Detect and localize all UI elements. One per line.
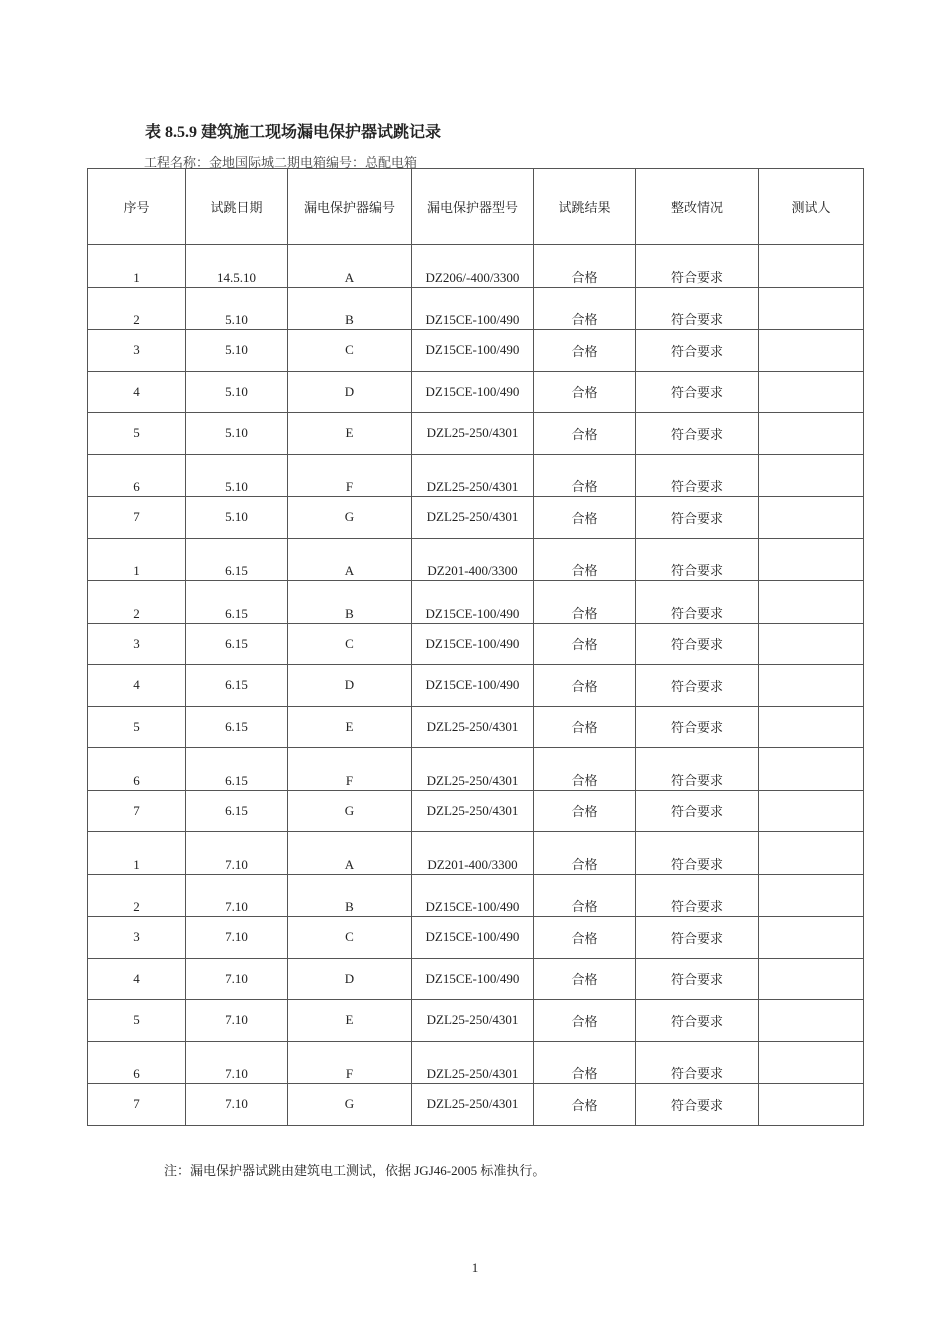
cell-breaker-model: DZL25-250/4301 (412, 413, 534, 455)
header-breaker-model: 漏电保护器型号 (412, 169, 534, 245)
cell-result: 合格 (534, 917, 636, 959)
cell-serial: 6 (88, 748, 186, 791)
cell-serial: 5 (88, 1000, 186, 1042)
cell-rectification: 符合要求 (636, 706, 759, 748)
cell-breaker-id: E (288, 706, 412, 748)
cell-tester (759, 413, 864, 455)
cell-breaker-id: B (288, 581, 412, 624)
cell-tester (759, 1084, 864, 1126)
cell-date: 7.10 (186, 874, 288, 917)
table-row (88, 371, 864, 413)
cell-serial: 7 (88, 1084, 186, 1126)
cell-serial: 7 (88, 790, 186, 832)
cell-serial: 4 (88, 665, 186, 707)
cell-breaker-model: DZL25-250/4301 (412, 454, 534, 497)
cell-date: 7.10 (186, 1041, 288, 1084)
cell-result: 合格 (534, 665, 636, 707)
table-row (88, 413, 864, 455)
cell-breaker-model: DZL25-250/4301 (412, 748, 534, 791)
cell-result: 合格 (534, 623, 636, 665)
cell-tester (759, 874, 864, 917)
cell-serial: 3 (88, 330, 186, 372)
cell-breaker-model: DZ15CE-100/490 (412, 917, 534, 959)
cell-result: 合格 (534, 497, 636, 539)
cell-breaker-model: DZ206/-400/3300 (412, 245, 534, 288)
table-row (88, 1084, 864, 1126)
cell-result: 合格 (534, 832, 636, 875)
cell-rectification: 符合要求 (636, 330, 759, 372)
header-date: 试跳日期 (186, 169, 288, 245)
cell-rectification: 符合要求 (636, 790, 759, 832)
cell-tester (759, 917, 864, 959)
cell-breaker-model: DZL25-250/4301 (412, 790, 534, 832)
cell-result: 合格 (534, 371, 636, 413)
cell-date: 6.15 (186, 665, 288, 707)
cell-breaker-id: C (288, 917, 412, 959)
cell-breaker-id: E (288, 413, 412, 455)
cell-serial: 4 (88, 958, 186, 1000)
header-rectification: 整改情况 (636, 169, 759, 245)
cell-date: 6.15 (186, 706, 288, 748)
cell-date: 5.10 (186, 371, 288, 413)
cell-rectification: 符合要求 (636, 874, 759, 917)
cell-tester (759, 665, 864, 707)
cell-breaker-id: A (288, 832, 412, 875)
cell-date: 6.15 (186, 790, 288, 832)
cell-serial: 3 (88, 623, 186, 665)
cell-result: 合格 (534, 245, 636, 288)
cell-result: 合格 (534, 538, 636, 581)
cell-tester (759, 581, 864, 624)
cell-breaker-model: DZL25-250/4301 (412, 1084, 534, 1126)
cell-rectification: 符合要求 (636, 581, 759, 624)
cell-breaker-model: DZ201-400/3300 (412, 538, 534, 581)
cell-breaker-model: DZ15CE-100/490 (412, 581, 534, 624)
cell-rectification: 符合要求 (636, 665, 759, 707)
cell-date: 7.10 (186, 917, 288, 959)
table-row (88, 665, 864, 707)
cell-breaker-id: C (288, 623, 412, 665)
cell-breaker-id: F (288, 748, 412, 791)
cell-breaker-model: DZL25-250/4301 (412, 1000, 534, 1042)
cell-tester (759, 538, 864, 581)
cell-result: 合格 (534, 581, 636, 624)
cell-breaker-id: F (288, 454, 412, 497)
page-number: 1 (471, 1260, 479, 1275)
cell-result: 合格 (534, 748, 636, 791)
cell-tester (759, 287, 864, 330)
table-row (88, 1041, 864, 1084)
cell-breaker-model: DZL25-250/4301 (412, 706, 534, 748)
cell-rectification: 符合要求 (636, 623, 759, 665)
cell-rectification: 符合要求 (636, 748, 759, 791)
cell-tester (759, 371, 864, 413)
table-row (88, 623, 864, 665)
cell-serial: 3 (88, 917, 186, 959)
cell-tester (759, 1000, 864, 1042)
cell-breaker-model: DZ15CE-100/490 (412, 665, 534, 707)
cell-result: 合格 (534, 1041, 636, 1084)
cell-rectification: 符合要求 (636, 371, 759, 413)
cell-date: 6.15 (186, 748, 288, 791)
cell-tester (759, 330, 864, 372)
cell-result: 合格 (534, 330, 636, 372)
cell-breaker-model: DZL25-250/4301 (412, 497, 534, 539)
cell-rectification: 符合要求 (636, 454, 759, 497)
header-serial: 序号 (88, 169, 186, 245)
cell-rectification: 符合要求 (636, 1084, 759, 1126)
cell-date: 14.5.10 (186, 245, 288, 288)
cell-serial: 2 (88, 874, 186, 917)
cell-date: 5.10 (186, 287, 288, 330)
table-row (88, 917, 864, 959)
cell-date: 6.15 (186, 623, 288, 665)
table-row (88, 832, 864, 875)
cell-breaker-id: E (288, 1000, 412, 1042)
cell-breaker-id: B (288, 287, 412, 330)
cell-rectification: 符合要求 (636, 832, 759, 875)
cell-breaker-id: G (288, 1084, 412, 1126)
table-row (88, 958, 864, 1000)
cell-date: 5.10 (186, 330, 288, 372)
table-row (88, 538, 864, 581)
cell-result: 合格 (534, 287, 636, 330)
header-result: 试跳结果 (534, 169, 636, 245)
cell-result: 合格 (534, 790, 636, 832)
cell-rectification: 符合要求 (636, 1000, 759, 1042)
cell-breaker-model: DZ15CE-100/490 (412, 371, 534, 413)
cell-serial: 5 (88, 413, 186, 455)
table-row (88, 706, 864, 748)
cell-tester (759, 1041, 864, 1084)
cell-tester (759, 706, 864, 748)
table-row (88, 287, 864, 330)
cell-breaker-model: DZ15CE-100/490 (412, 874, 534, 917)
cell-serial: 2 (88, 287, 186, 330)
cell-date: 6.15 (186, 581, 288, 624)
cell-breaker-id: B (288, 874, 412, 917)
project-line: 工程名称：金地国际城二期电箱编号：总配电箱 (144, 155, 418, 170)
cell-serial: 1 (88, 538, 186, 581)
cell-date: 7.10 (186, 1000, 288, 1042)
table-row (88, 581, 864, 624)
cell-rectification: 符合要求 (636, 538, 759, 581)
table-row (88, 790, 864, 832)
cell-result: 合格 (534, 413, 636, 455)
cell-serial: 5 (88, 706, 186, 748)
cell-result: 合格 (534, 706, 636, 748)
cell-tester (759, 497, 864, 539)
cell-date: 5.10 (186, 454, 288, 497)
table-row (88, 1000, 864, 1042)
cell-breaker-model: DZ15CE-100/490 (412, 287, 534, 330)
table-row (88, 245, 864, 288)
cell-date: 7.10 (186, 1084, 288, 1126)
cell-result: 合格 (534, 1000, 636, 1042)
cell-date: 5.10 (186, 497, 288, 539)
cell-breaker-id: D (288, 958, 412, 1000)
cell-serial: 2 (88, 581, 186, 624)
cell-date: 5.10 (186, 413, 288, 455)
cell-tester (759, 790, 864, 832)
cell-serial: 7 (88, 497, 186, 539)
cell-rectification: 符合要求 (636, 287, 759, 330)
cell-breaker-id: G (288, 790, 412, 832)
cell-serial: 1 (88, 832, 186, 875)
cell-date: 7.10 (186, 832, 288, 875)
cell-result: 合格 (534, 958, 636, 1000)
cell-tester (759, 958, 864, 1000)
cell-rectification: 符合要求 (636, 497, 759, 539)
document-title: 表 8.5.9 建筑施工现场漏电保护器试跳记录 (145, 124, 442, 141)
cell-breaker-id: C (288, 330, 412, 372)
cell-breaker-id: G (288, 497, 412, 539)
cell-tester (759, 623, 864, 665)
cell-serial: 4 (88, 371, 186, 413)
header-breaker-id: 漏电保护器编号 (288, 169, 412, 245)
cell-breaker-id: A (288, 245, 412, 288)
cell-tester (759, 454, 864, 497)
cell-result: 合格 (534, 454, 636, 497)
cell-rectification: 符合要求 (636, 413, 759, 455)
cell-rectification: 符合要求 (636, 245, 759, 288)
cell-date: 7.10 (186, 958, 288, 1000)
cell-serial: 6 (88, 1041, 186, 1084)
table-header-row (88, 169, 864, 245)
cell-rectification: 符合要求 (636, 958, 759, 1000)
cell-breaker-model: DZ15CE-100/490 (412, 958, 534, 1000)
cell-tester (759, 245, 864, 288)
cell-serial: 1 (88, 245, 186, 288)
cell-rectification: 符合要求 (636, 1041, 759, 1084)
cell-rectification: 符合要求 (636, 917, 759, 959)
table-row (88, 748, 864, 791)
cell-tester (759, 748, 864, 791)
cell-breaker-model: DZ15CE-100/490 (412, 623, 534, 665)
table-row (88, 497, 864, 539)
trip-test-table (87, 168, 864, 1126)
footnote: 注：漏电保护器试跳由建筑电工测试，依据 JGJ46-2005 标准执行。 (164, 1163, 546, 1178)
table-row (88, 874, 864, 917)
table-row (88, 330, 864, 372)
cell-tester (759, 832, 864, 875)
cell-serial: 6 (88, 454, 186, 497)
header-tester: 测试人 (759, 169, 864, 245)
cell-breaker-id: A (288, 538, 412, 581)
cell-breaker-id: D (288, 371, 412, 413)
cell-result: 合格 (534, 1084, 636, 1126)
cell-breaker-id: F (288, 1041, 412, 1084)
cell-result: 合格 (534, 874, 636, 917)
cell-breaker-model: DZ201-400/3300 (412, 832, 534, 875)
table-row (88, 454, 864, 497)
cell-date: 6.15 (186, 538, 288, 581)
cell-breaker-id: D (288, 665, 412, 707)
cell-breaker-model: DZ15CE-100/490 (412, 330, 534, 372)
cell-breaker-model: DZL25-250/4301 (412, 1041, 534, 1084)
